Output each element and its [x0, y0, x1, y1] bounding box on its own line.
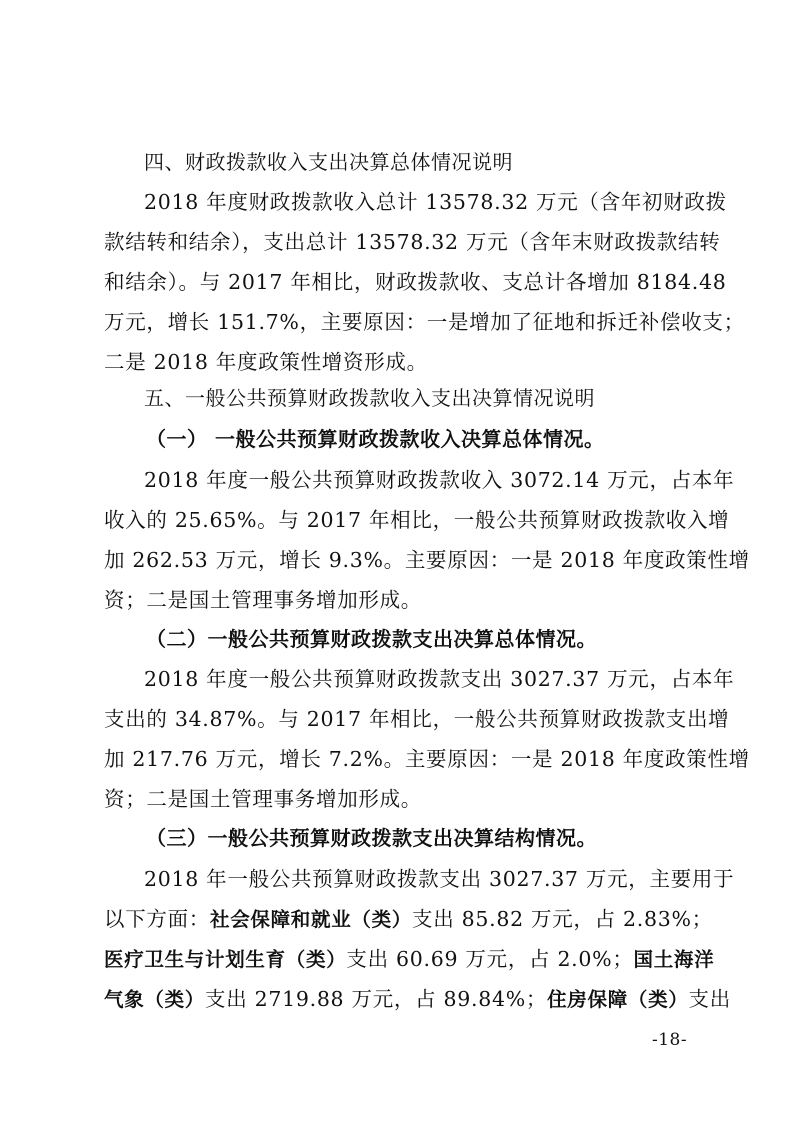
paragraph-line	[104, 899, 793, 939]
paragraph-line: 加 262.53 万元，增长 9.3%。主要原因：一是 2018 年度政策性增	[104, 548, 750, 572]
section-heading-5: 五、一般公共预算财政拨款收入支出决算情况说明	[144, 386, 595, 410]
paragraph-line: 收入的 25.65%。与 2017 年相比，一般公共预算财政拨款收入增	[104, 508, 730, 532]
category-label: 国土海洋	[633, 948, 715, 971]
subheading-1: （一） 一般公共预算财政拨款收入决算总体情况。	[146, 427, 605, 451]
text-segment: 支出 85.82 万元，占 2.83%；	[412, 907, 713, 931]
text-segment: 支出 60.69 万元，占 2.0%；	[346, 947, 634, 971]
text-segment: 以下方面：	[104, 907, 210, 931]
paragraph-line: 2018 年一般公共预算财政拨款支出 3027.37 万元，主要用于	[144, 867, 735, 891]
category-label: 住房保障（类）	[547, 988, 689, 1011]
paragraph-line	[104, 939, 793, 979]
paragraph-line: 支出的 34.87%。与 2017 年相比，一般公共预算财政拨款支出增	[104, 707, 730, 731]
paragraph-line: 资；二是国土管理事务增加形成。	[104, 588, 422, 612]
paragraph-line: 和结余）。与 2017 年相比，财政拨款收、支总计各增加 8184.48	[104, 270, 727, 294]
category-label: 气象（类）	[104, 988, 206, 1011]
paragraph-line: 2018 年度财政拨款收入总计 13578.32 万元（含年初财政拨	[144, 190, 727, 214]
subheading-3: （三）一般公共预算财政拨款支出决算结构情况。	[146, 826, 597, 850]
paragraph-line: 2018 年度一般公共预算财政拨款收入 3072.14 万元，占本年	[144, 468, 735, 492]
paragraph-line: 资；二是国土管理事务增加形成。	[104, 787, 422, 811]
category-label: 医疗卫生与计划生育（类）	[104, 948, 347, 971]
category-label: 社会保障和就业（类）	[210, 908, 413, 931]
paragraph-line: 2018 年度一般公共预算财政拨款支出 3027.37 万元，占本年	[144, 667, 735, 691]
paragraph-line	[104, 979, 793, 1019]
section-heading-4: 四、财政拨款收入支出决算总体情况说明	[144, 150, 513, 174]
paragraph-line: 加 217.76 万元，增长 7.2%。主要原因：一是 2018 年度政策性增	[104, 747, 750, 771]
subheading-2: （二）一般公共预算财政拨款支出决算总体情况。	[146, 627, 597, 651]
paragraph-line: 款结转和结余），支出总计 13578.32 万元（含年末财政拨款结转	[104, 230, 721, 254]
text-segment: 支出	[688, 987, 731, 1011]
paragraph-line: 万元，增长 151.7%，主要原因：一是增加了征地和拆迁补偿收支；	[104, 310, 745, 334]
page-number: -18-	[652, 1030, 688, 1050]
text-segment: 支出 2719.88 万元，占 89.84%；	[205, 987, 548, 1011]
paragraph-line: 二是 2018 年度政策性增资形成。	[104, 350, 428, 374]
